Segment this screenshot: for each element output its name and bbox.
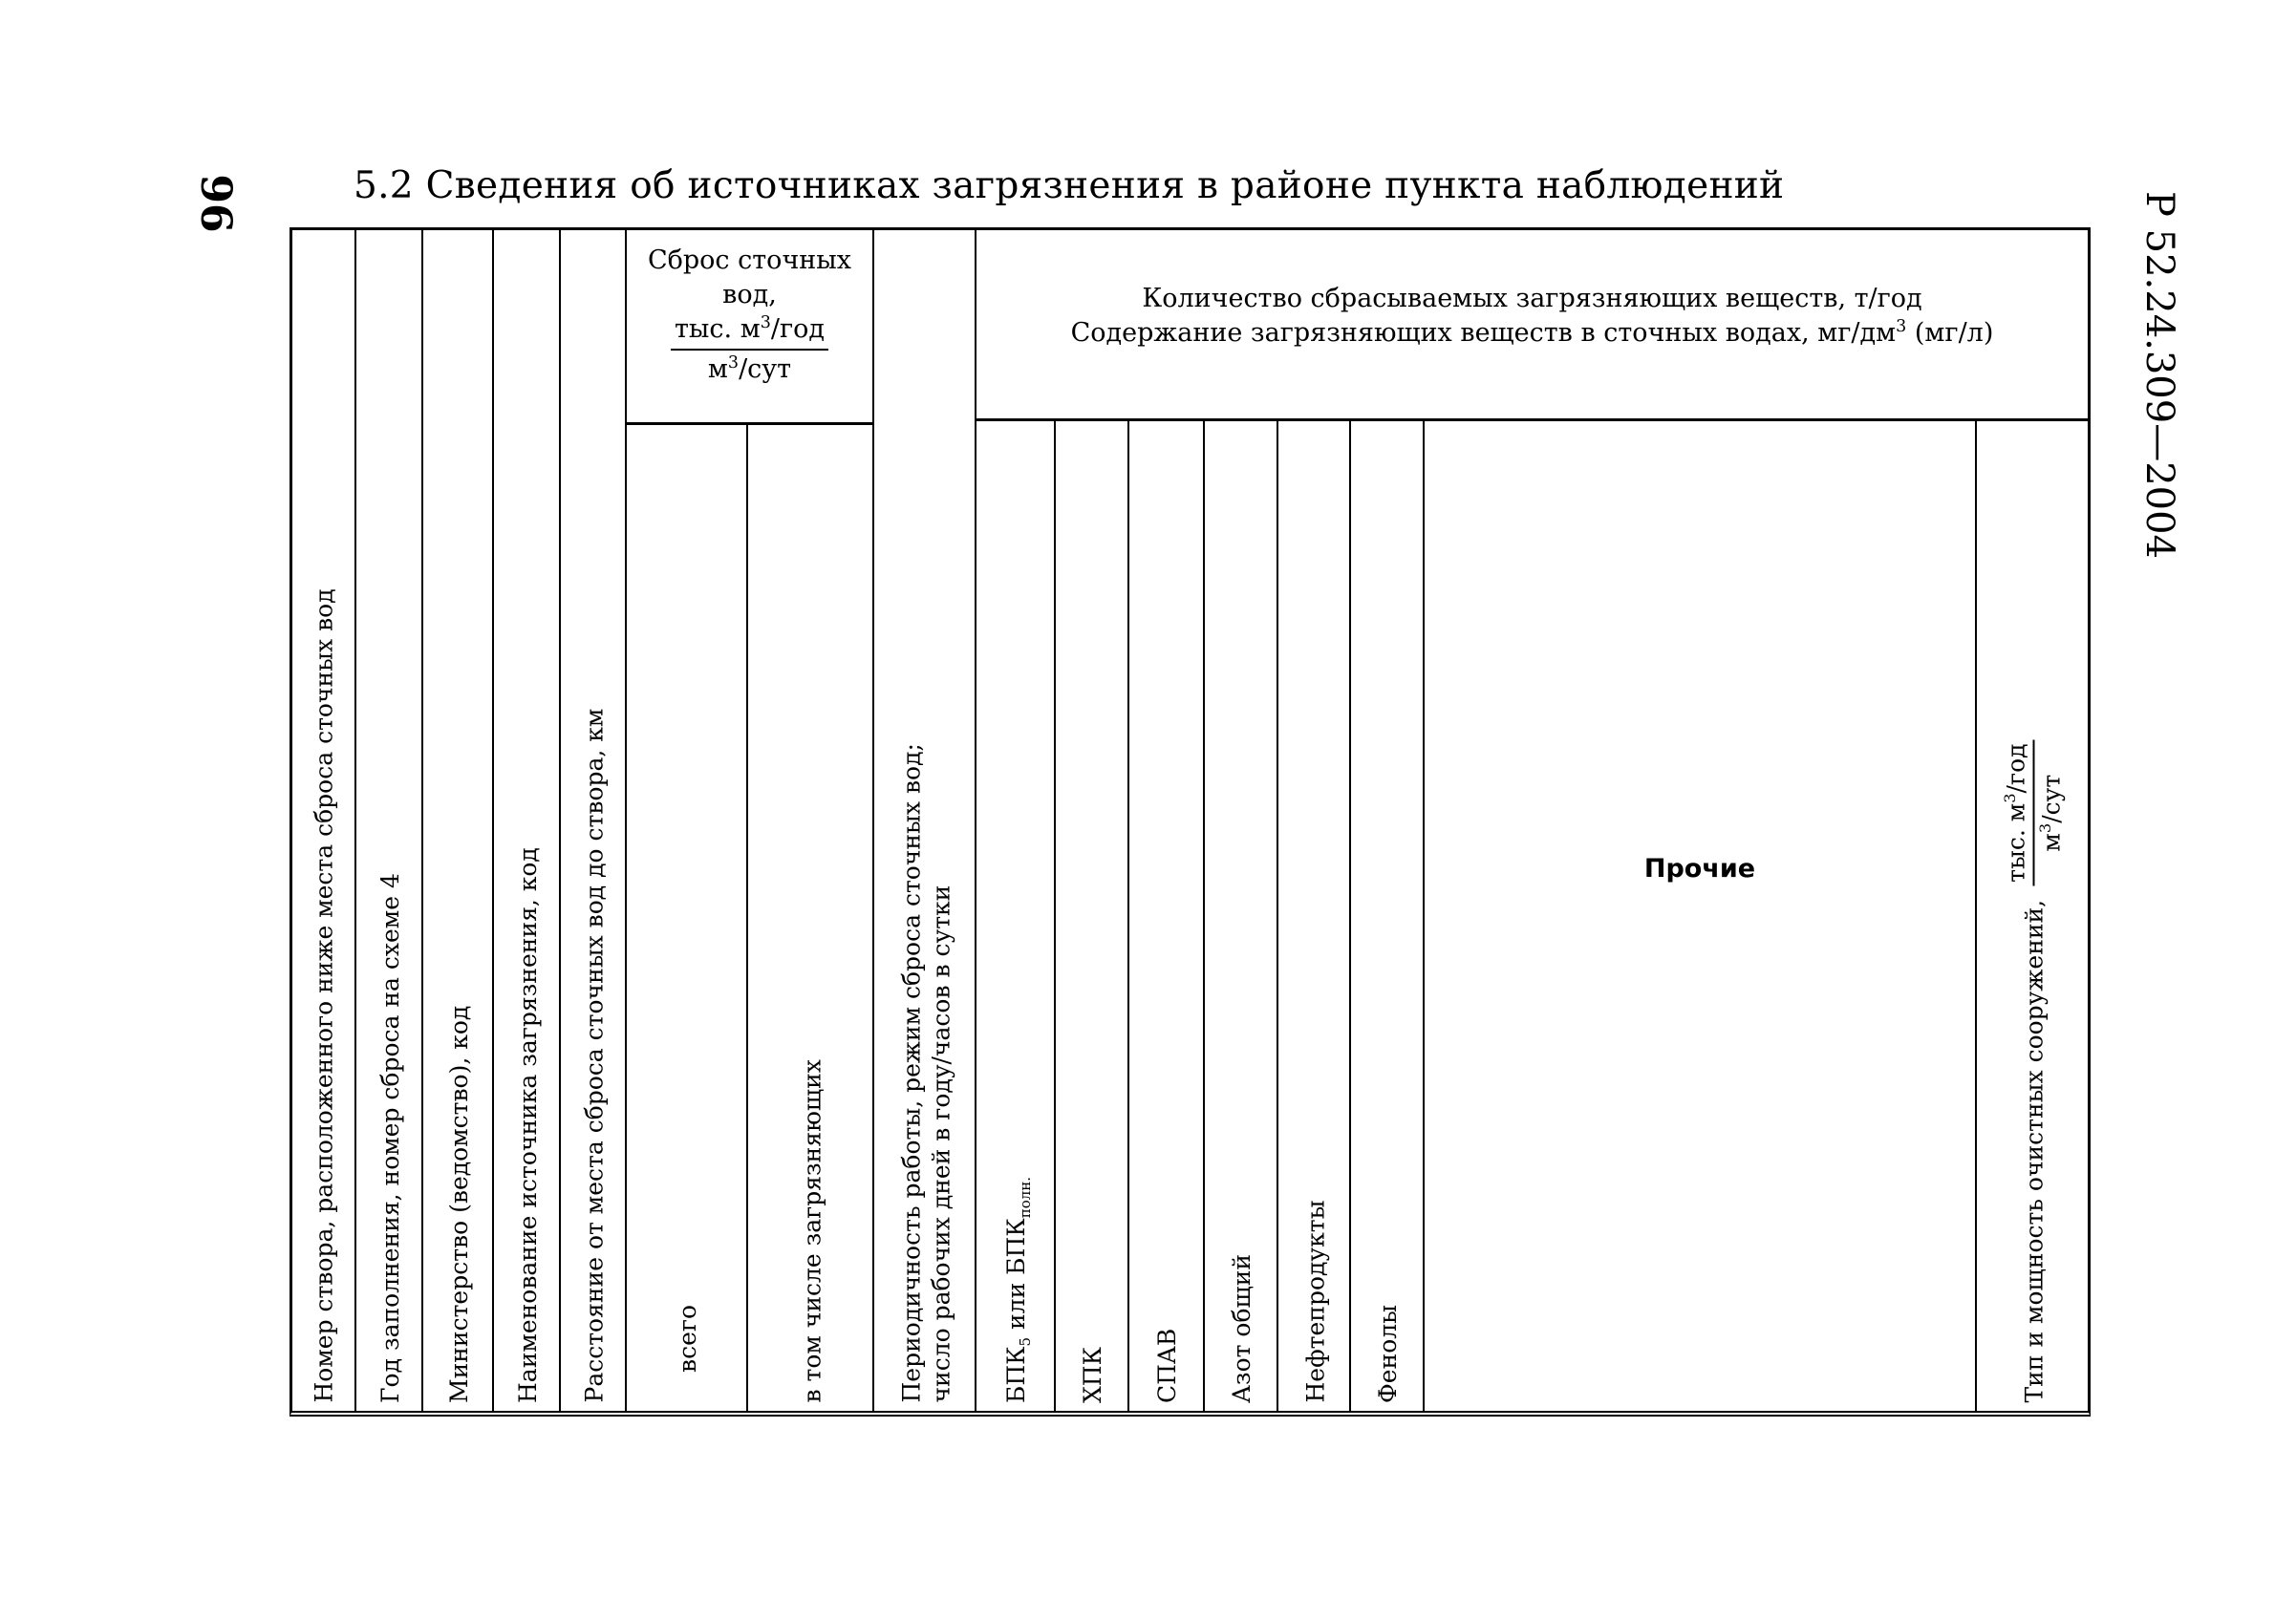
header-text: Сброс сточных xyxy=(647,245,852,275)
header-text: Содержание загрязняющих веществ в сточных водах, $мг/дм^3$ (мг/л) xyxy=(1070,317,1994,348)
header-text: Периодичность работы, режим сброса сточных вод; xyxy=(897,743,925,1403)
header-text: Фенолы xyxy=(1374,1304,1402,1403)
header-text: ХПК xyxy=(1079,1347,1106,1403)
column-header-hpk xyxy=(1054,420,1127,1411)
page-number: 96 xyxy=(191,174,240,233)
column-header-spav xyxy=(1127,420,1203,1411)
fraction-numerator: тыс. $м^3$/год xyxy=(671,312,828,351)
column-header-total xyxy=(625,424,746,1411)
header-text: Наименование источника загрязнения, код xyxy=(513,847,542,1403)
header-text: Прочие xyxy=(1643,854,1756,884)
header-text: $БПК_5$ или $БПК_{полн.}$ xyxy=(1002,1176,1034,1403)
header-text: Год заполнения, номер сброса на схеме 4 xyxy=(376,873,404,1403)
header-text: Расстояние от места сброса сточных вод до створа, км xyxy=(580,708,609,1403)
header-text: вод, xyxy=(722,280,777,309)
header-text: Министерство (ведомство), код xyxy=(444,1005,473,1403)
header-text: всего xyxy=(674,1304,701,1373)
column-header-other xyxy=(1423,420,1975,1411)
column-header-nitrogen xyxy=(1203,420,1277,1411)
header-text: Тип и мощность очистных сооружений, xyxy=(2020,899,2048,1403)
fraction: тыс. $м^3$/год $м^3$/сут xyxy=(2002,739,2067,885)
header-text: в том числе загрязняющих xyxy=(798,1059,826,1403)
column-header-oil xyxy=(1277,420,1349,1411)
column-header-section-number xyxy=(292,230,354,1411)
group-header-discharge xyxy=(625,230,872,424)
page-title: 5.2 Сведения об источниках загрязнения в районе пункта наблюдений xyxy=(354,164,1785,207)
column-header-periodicity xyxy=(872,230,975,1411)
column-header-bpk xyxy=(975,420,1054,1411)
header-text: Азот общий xyxy=(1228,1253,1255,1403)
column-header-distance xyxy=(559,230,625,1411)
column-header-phenols xyxy=(1349,420,1423,1411)
header-text: Номер створа, расположенного ниже места сброса сточных вод xyxy=(310,588,338,1403)
column-header-polluting xyxy=(746,424,872,1411)
column-header-source-name xyxy=(492,230,559,1411)
column-header-treatment xyxy=(1975,420,2088,1411)
header-text: СПАВ xyxy=(1153,1328,1181,1403)
pollution-sources-table xyxy=(290,227,2091,1417)
document-code: Р 52.24.309—2004 xyxy=(2137,191,2181,559)
header-text: Нефтепродукты xyxy=(1301,1200,1329,1403)
fraction-denominator: $м^3$/сут xyxy=(707,353,792,384)
group-header-substances xyxy=(975,230,2088,420)
column-header-ministry xyxy=(421,230,492,1411)
column-header-year xyxy=(354,230,421,1411)
header-text: Количество сбрасываемых загрязняющих веществ, т/год xyxy=(1142,284,1922,313)
header-text: число рабочих дней в году/часов в сутки xyxy=(927,885,955,1403)
